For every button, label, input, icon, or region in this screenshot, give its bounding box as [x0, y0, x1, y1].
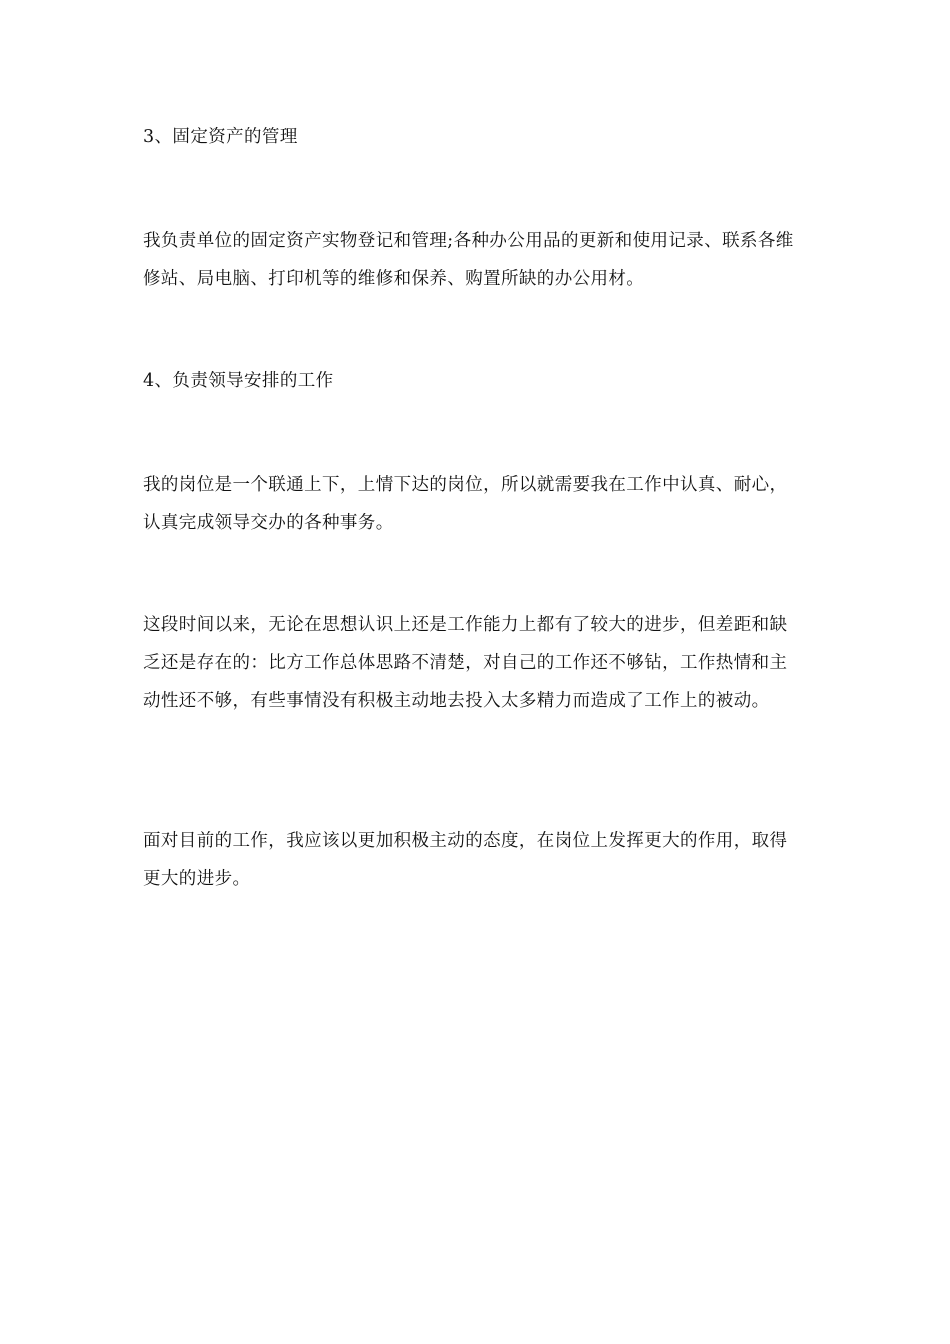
paragraph-progress-and-gaps: 这段时间以来，无论在思想认识上还是工作能力上都有了较大的进步，但差距和缺乏还是存在的：比方工作总体思路不清楚，对自己的工作还不够钻，工作热情和主动性还不够，有些事情没有积极主动地去投入太多精力而造成了工作上的被动。: [143, 615, 788, 711]
section-heading-fixed-assets: 3、固定资产的管理: [143, 127, 298, 147]
section-heading-leader-tasks: 4、负责领导安排的工作: [143, 371, 334, 391]
paragraph-future-attitude: 面对目前的工作，我应该以更加积极主动的态度，在岗位上发挥更大的作用，取得更大的进步。: [143, 831, 788, 889]
paragraph-fixed-assets: 我负责单位的固定资产实物登记和管理;各种办公用品的更新和使用记录、联系各维修站、局电脑、打印机等的维修和保养、购置所缺的办公用材。: [143, 231, 794, 289]
paragraph-leader-tasks: 我的岗位是一个联通上下，上情下达的岗位，所以就需要我在工作中认真、耐心，认真完成领导交办的各种事务。: [143, 475, 788, 533]
